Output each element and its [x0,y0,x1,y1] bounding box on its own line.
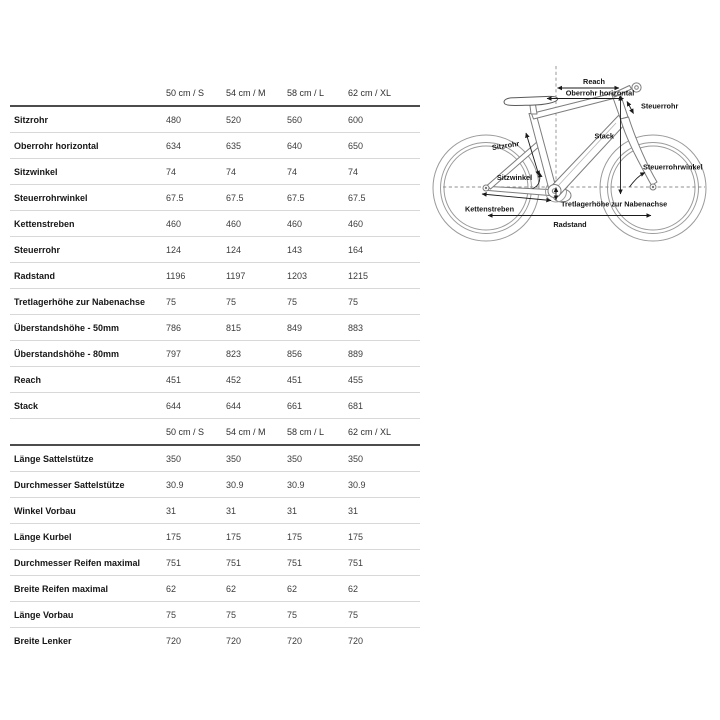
value-cell: 460 [226,211,287,237]
row-label: Radstand [10,263,166,289]
row-label: Durchmesser Sattelstütze [10,472,166,498]
value-cell: 849 [287,315,348,341]
value-cell: 175 [226,524,287,550]
row-label: Stack [10,393,166,419]
steuerrohrwinkel-label: Steuerrohrwinkel [643,162,703,172]
row-label-blank [10,80,166,106]
column-header-row [10,419,420,446]
table-row [10,472,420,498]
row-label: Breite Reifen maximal [10,576,166,602]
value-cell: 75 [348,289,420,315]
value-cell: 1215 [348,263,420,289]
value-cell: 751 [226,550,287,576]
front-axle-dot [652,186,654,188]
value-cell: 67.5 [348,185,420,211]
table-row [10,133,420,159]
row-label: Länge Kurbel [10,524,166,550]
value-cell: 30.9 [226,472,287,498]
radstand-label: Radstand [553,220,587,229]
value-cell: 451 [166,367,226,393]
row-label: Oberrohr horizontal [10,133,166,159]
value-cell: 720 [226,635,242,646]
row-label: Steuerrohrwinkel [10,185,166,211]
value-cell: 635 [226,133,287,159]
row-label: Breite Lenker [14,635,72,646]
stack-label: Stack [594,131,614,141]
value-cell: 520 [226,106,287,133]
value-cell: 751 [348,550,420,576]
table-row [10,341,420,367]
value-cell: 720 [166,635,182,646]
col-header: 62 cm / XL [348,80,420,106]
value-cell: 634 [166,133,226,159]
geometry-table-body [10,80,420,653]
row-label: Winkel Vorbau [10,498,166,524]
chainstay-tube [489,187,550,196]
value-cell: 644 [226,393,287,419]
value-cell: 720 [348,635,364,646]
col-header: 58 cm / L [287,419,348,446]
col-header: 50 cm / S [166,80,226,106]
value-cell: 30.9 [348,472,420,498]
value-cell: 175 [348,524,420,550]
value-cell: 75 [287,289,348,315]
value-cell: 75 [226,602,287,628]
value-cell: 640 [287,133,348,159]
value-cell: 856 [287,341,348,367]
value-cell: 75 [348,602,420,628]
oberrohr-horizontal-label: Oberrohr horizontal [565,88,635,98]
value-cell: 164 [348,237,420,263]
value-cell: 62 [226,576,287,602]
table-row [10,211,420,237]
value-cell: 31 [166,498,226,524]
value-cell: 124 [226,237,287,263]
value-cell: 67.5 [166,185,226,211]
value-cell: 74 [287,159,348,185]
reach-label: Reach [583,77,605,86]
value-cell: 720 [287,635,303,646]
table-row [10,524,420,550]
value-cell: 30.9 [166,472,226,498]
value-cell: 31 [287,498,348,524]
value-cell: 1203 [287,263,348,289]
row-label: Tretlagerhöhe zur Nabenachse [10,289,166,315]
row-label-blank [10,419,166,446]
value-cell: 74 [226,159,287,185]
seat-tube [529,114,557,192]
value-cell: 455 [348,367,420,393]
value-cell: 75 [226,289,287,315]
value-cell: 815 [226,315,287,341]
value-cell: 451 [287,367,348,393]
value-cell: 661 [287,393,348,419]
table-row [10,315,420,341]
kettenstreben-label: Kettenstreben [464,204,515,214]
row-label: Sitzrohr [10,106,166,133]
column-header-row [10,80,420,106]
table-row [10,185,420,211]
col-header: 50 cm / S [166,419,226,446]
value-cell: 480 [166,106,226,133]
table-row [10,159,420,185]
value-cell: 350 [348,445,420,472]
table-row [10,550,420,576]
row-label: Sitzwinkel [10,159,166,185]
table-row [10,289,420,315]
col-header: 54 cm / M [226,419,287,446]
value-cell: 797 [166,341,226,367]
col-header: 62 cm / XL [348,419,420,446]
value-cell: 31 [348,498,420,524]
table-row [10,602,420,628]
value-cell: 889 [348,341,420,367]
table-row [10,393,420,419]
value-cell: 460 [166,211,226,237]
sitzrohr-label: Sitzrohr [491,138,520,153]
table-row [10,106,420,133]
sitzwinkel-label: Sitzwinkel [496,173,533,182]
row-label: Überstandshöhe - 80mm [10,341,166,367]
table-row [10,576,420,602]
value-cell: 600 [348,106,420,133]
value-cell: 62 [166,576,226,602]
value-cell: 460 [348,211,420,237]
value-cell: 650 [348,133,420,159]
value-cell: 681 [348,393,420,419]
table-row [10,237,420,263]
rear-axle-dot [485,187,487,189]
value-cell: 175 [166,524,226,550]
value-cell: 452 [226,367,287,393]
value-cell: 75 [287,602,348,628]
value-cell: 175 [287,524,348,550]
tretlagerhoehe-label: Tretlagerhöhe zur Nabenachse [561,199,668,209]
value-cell: 1197 [226,263,287,289]
value-cell: 74 [348,159,420,185]
value-cell: 124 [166,237,226,263]
table-row [10,445,420,472]
value-cell: 823 [226,341,287,367]
value-cell: 786 [166,315,226,341]
value-cell: 75 [166,289,226,315]
value-cell: 350 [226,445,287,472]
table-row [10,498,420,524]
geometry-table [10,80,420,653]
table-row [10,367,420,393]
row-label: Länge Vorbau [10,602,166,628]
value-cell: 74 [166,159,226,185]
value-cell: 350 [287,445,348,472]
value-cell: 62 [287,576,348,602]
row-label: Durchmesser Reifen maximal [10,550,166,576]
value-cell: 67.5 [226,185,287,211]
value-cell: 1196 [166,263,226,289]
row-label: Kettenstreben [10,211,166,237]
table-row [10,263,420,289]
value-cell: 75 [166,602,226,628]
row-label: Länge Sattelstütze [10,445,166,472]
value-cell: 62 [348,576,420,602]
down-tube [551,116,628,195]
value-cell: 31 [226,498,287,524]
value-cell: 751 [287,550,348,576]
bottom-bracket [548,185,561,198]
row-label: Steuerrohr [10,237,166,263]
value-cell: 460 [287,211,348,237]
value-cell: 644 [166,393,226,419]
value-cell: 560 [287,106,348,133]
value-cell: 67.5 [287,185,348,211]
saddle [504,96,558,105]
row-label: Überstandshöhe - 50mm [10,315,166,341]
steuerrohrwinkel-arc [630,173,646,188]
value-cell: 751 [166,550,226,576]
steuerrohr-arrow [627,102,634,114]
table-row [10,628,420,654]
steuerrohr-label: Steuerrohr [641,101,679,111]
value-cell: 883 [348,315,420,341]
row-label: Reach [10,367,166,393]
value-cell: 30.9 [287,472,348,498]
col-header: 54 cm / M [226,80,287,106]
value-cell: 143 [287,237,348,263]
value-cell: 350 [166,445,226,472]
col-header: 58 cm / L [287,80,348,106]
bike-geometry-diagram [428,52,720,248]
